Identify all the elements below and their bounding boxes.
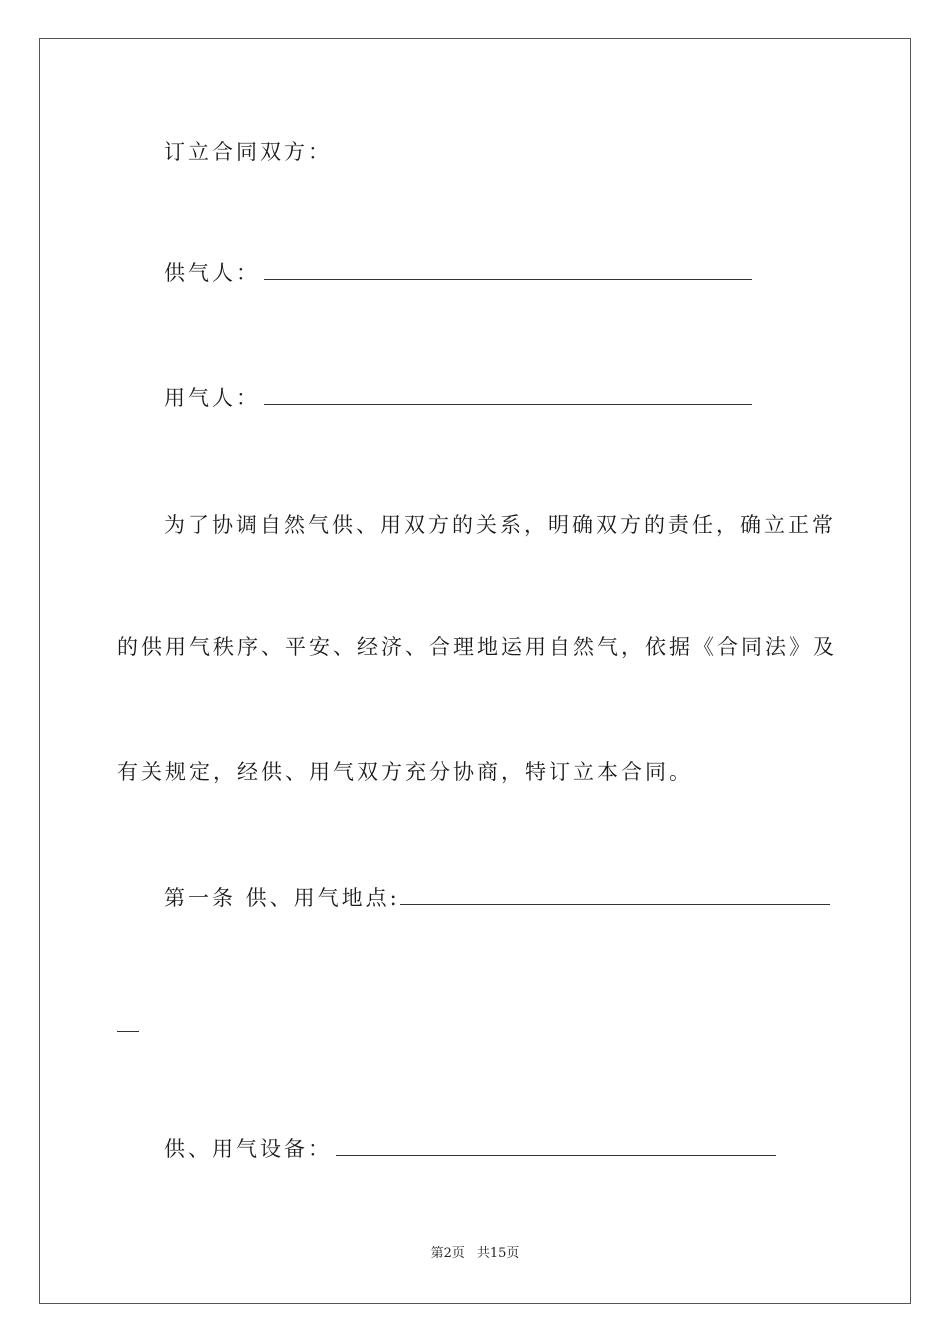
equipment-line xyxy=(164,1134,776,1164)
parties-heading: 订立合同双方： xyxy=(164,140,332,164)
article1-blank xyxy=(400,886,830,905)
article1-label: 第一条 供、用气地点: xyxy=(164,886,400,910)
page-footer xyxy=(0,1244,950,1264)
equipment-blank xyxy=(336,1137,776,1156)
page-total: 共15页 xyxy=(476,1246,520,1261)
supplier-label: 供气人： xyxy=(164,261,260,285)
page-border xyxy=(39,38,911,1304)
article1-blank-tail xyxy=(117,1013,139,1032)
user-label: 用气人： xyxy=(164,386,260,410)
supplier-blank xyxy=(264,261,752,280)
supplier-line xyxy=(164,258,752,288)
page-current: 第2页 xyxy=(430,1246,465,1261)
intro-line-2: 的供用气秩序、平安、经济、合理地运用自然气，依据《合同法》及 xyxy=(117,635,837,659)
user-line xyxy=(164,383,752,413)
intro-line-1: 为了协调自然气供、用双方的关系，明确双方的责任，确立正常 xyxy=(164,513,836,537)
user-blank xyxy=(264,386,752,405)
article1-line xyxy=(164,883,830,913)
article1-blank-continuation xyxy=(117,1010,139,1040)
equipment-label: 供、用气设备： xyxy=(164,1137,332,1161)
intro-line-3: 有关规定，经供、用气双方充分协商，特订立本合同。 xyxy=(117,760,693,784)
